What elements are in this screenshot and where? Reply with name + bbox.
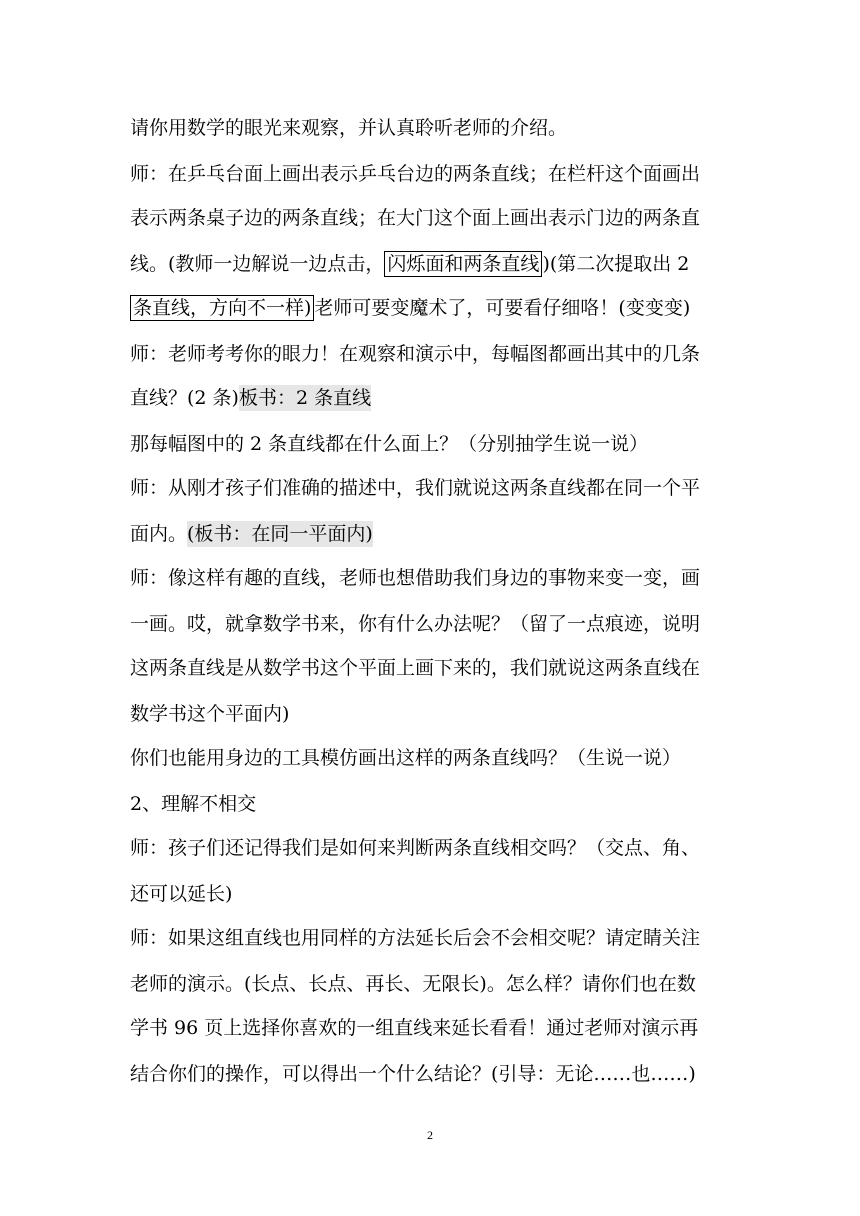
paragraph-line: 还可以延长): [130, 883, 233, 905]
paragraph-line: 师：在乒乓台面上画出表示乒乓台边的两条直线；在栏杆这个面画出: [130, 163, 701, 185]
text-run: 老师可要变魔术了，可要看仔细咯！(变变变): [314, 297, 691, 319]
paragraph-line: 师：孩子们还记得我们是如何来判断两条直线相交吗？（交点、角、: [130, 837, 701, 859]
paragraph-line: 请你用数学的眼光来观察，并认真聆听老师的介绍。: [130, 117, 568, 139]
paragraph-line: 老师的演示。(长点、长点、再长、无限长)。怎么样？请你们也在数: [130, 973, 696, 995]
boxed-text: 闪烁面和两条直线: [384, 251, 542, 277]
text-run: 面内。: [130, 523, 188, 545]
paragraph-line: 一画。哎，就拿数学书来，你有什么办法呢？（留了一点痕迹，说明: [130, 613, 701, 635]
text-run: 线。(教师一边解说一边点击，: [130, 253, 385, 275]
section-heading: 2、理解不相交: [130, 793, 257, 815]
paragraph-line: 那每幅图中的 2 条直线都在什么面上？（分别抽学生说一说）: [130, 433, 649, 455]
text-run: 直线？(2 条): [130, 387, 239, 409]
paragraph-line: [130, 384, 730, 412]
paragraph-line: 数学书这个平面内): [130, 703, 290, 725]
highlighted-text: (板书：在同一平面内): [187, 523, 373, 545]
paragraph-line: 师：从刚才孩子们准确的描述中，我们就说这两条直线都在同一个平: [130, 477, 701, 499]
page-number: 2: [427, 1128, 433, 1142]
highlighted-text: 板书：2 条直线: [238, 387, 372, 409]
boxed-text: 条直线，方向不一样): [130, 295, 314, 321]
paragraph-line: 这两条直线是从数学书这个平面上画下来的，我们就说这两条直线在: [130, 657, 701, 679]
paragraph-line: 师：如果这组直线也用同样的方法延长后会不会相交呢？请定睛关注: [130, 927, 701, 949]
paragraph-line: 师：老师考考你的眼力！在观察和演示中，每幅图都画出其中的几条: [130, 343, 701, 365]
paragraph-line: [130, 294, 730, 322]
paragraph-line: [130, 250, 730, 278]
text-run: )(第二次提取出 2: [542, 253, 690, 275]
paragraph-line: 你们也能用身边的工具模仿画出这样的两条直线吗？（生说一说）: [130, 747, 682, 769]
paragraph-line: 师：像这样有趣的直线，老师也想借助我们身边的事物来变一变，画: [130, 567, 701, 589]
paragraph-line: 表示两条桌子边的两条直线；在大门这个面上画出表示门边的两条直: [130, 207, 701, 229]
paragraph-line: 结合你们的操作，可以得出一个什么结论？(引导：无论……也……): [130, 1063, 696, 1085]
paragraph-line: 学书 96 页上选择你喜欢的一组直线来延长看看！通过老师对演示再: [130, 1017, 699, 1039]
paragraph-line: [130, 520, 730, 548]
